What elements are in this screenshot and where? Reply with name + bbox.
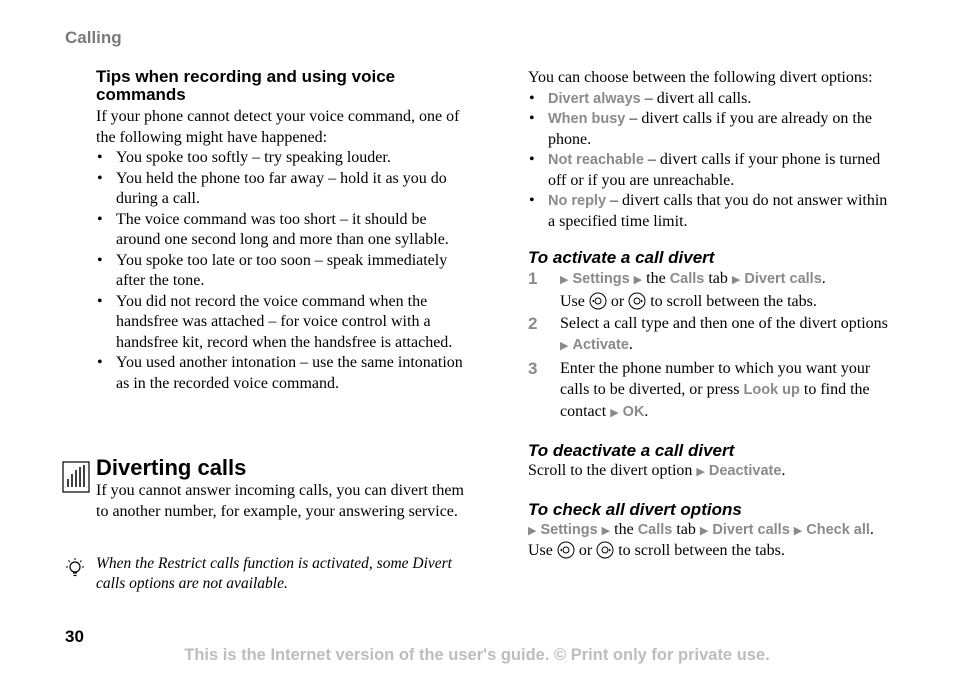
list-item: • Divert always – divert all calls. (529, 89, 752, 107)
arrow-icon: ▶ (633, 274, 643, 286)
step-number: 3 (528, 359, 538, 378)
list-item: • You did not record the voice command when the handsfree was attached – for voice control with a handsfree kit, record when the handsfree is attached. (97, 292, 453, 351)
arrow-icon: ▶ (560, 340, 569, 352)
step-number: 1 (528, 269, 538, 288)
menu-calls: Calls (637, 521, 673, 538)
step-item (528, 358, 888, 424)
menu-deactivate: Deactivate (708, 463, 782, 479)
option-term: Not reachable (548, 152, 644, 168)
navigation-key-icon (628, 292, 646, 310)
deactivate-sentence: Scroll to the divert option (528, 462, 697, 479)
signal-bars-icon (62, 459, 90, 493)
option-term: When busy (548, 111, 626, 127)
activate-heading: To activate a call divert (528, 248, 715, 267)
list-item: • You spoke too late or too soon – speak immediately after the tone. (97, 251, 448, 289)
tip-text: You held the phone too far away – hold it as you do during a call. (116, 169, 447, 207)
left-column (96, 68, 471, 394)
check-sentence: to scroll between the tabs. (614, 542, 785, 559)
tips-intro: If your phone cannot detect your voice command, one of the following might have happened: (96, 108, 460, 146)
step-text: . (644, 403, 649, 420)
list-item: • The voice command was too short – it should be around one second long and more than one syllable. (97, 210, 449, 248)
activate-steps (528, 268, 888, 424)
option-desc: – divert calls if your phone is turned off or if you are unreachable. (548, 151, 881, 189)
tip-text: You used another intonation – use the same intonation as in the recorded voice command. (116, 354, 463, 392)
navigation-key-icon (589, 292, 607, 310)
tip-text: The voice command was too short – it should be around one second long and more than one syllable. (116, 210, 449, 248)
step-text: or (606, 293, 629, 310)
section-header: Calling (65, 28, 122, 47)
right-column (528, 68, 888, 562)
step-number: 2 (528, 314, 538, 333)
option-term: No reply (548, 193, 607, 209)
step-text: . (628, 336, 633, 353)
step-text: . (821, 270, 826, 287)
options-list (528, 89, 888, 233)
navigation-key-icon (557, 541, 575, 559)
arrow-icon: ▶ (601, 524, 611, 537)
step-text: to scroll between the tabs. (646, 293, 817, 310)
list-item: • You held the phone too far away – hold it as you do during a call. (97, 169, 447, 207)
tip-text: You did not record the voice command when the handsfree was attached – for voice control with a handsfree kit, record when the handsfree is attached. (116, 292, 453, 351)
menu-activate: Activate (572, 337, 629, 353)
step-item (528, 313, 888, 357)
deactivate-heading: To deactivate a call divert (528, 441, 735, 460)
step-text: Select a call type and then one of the divert options (560, 315, 888, 332)
step-text: the (642, 270, 670, 287)
menu-settings: Settings (572, 271, 630, 287)
menu-divert-calls: Divert calls (744, 271, 822, 287)
step-item (528, 268, 888, 312)
page-number: 30 (65, 627, 84, 646)
diverting-intro: If you cannot answer incoming calls, you can divert them to another number, for example, your answering service. (96, 482, 464, 520)
check-sentence: the (610, 520, 638, 538)
check-sentence: Use (528, 542, 557, 559)
step-text: tab (704, 270, 732, 287)
check-heading: To check all divert options (528, 499, 742, 519)
diverting-section (96, 455, 471, 522)
arrow-icon: ▶ (699, 524, 709, 537)
tip-text: You spoke too late or too soon – speak immediately after the tone. (116, 251, 448, 289)
list-item: • No reply – divert calls that you do not answer within a specified time limit. (529, 192, 888, 230)
check-text (528, 520, 888, 562)
navigation-key-icon (596, 541, 614, 559)
step-text: to find the contact (560, 381, 870, 420)
note-text: When the Restrict calls function is activated, some Divert calls options are not available. (96, 555, 452, 592)
tip-text: You spoke too softly – try speaking louder. (116, 149, 391, 166)
menu-calls: Calls (669, 271, 705, 287)
check-sentence: tab (672, 520, 700, 538)
step-text: Enter the phone number to which you want your calls to be diverted, or press (560, 360, 871, 398)
step-text: Use (560, 293, 589, 310)
option-term: Divert always (548, 90, 641, 107)
menu-ok: OK (622, 404, 645, 420)
options-intro: You can choose between the following divert options: (528, 69, 873, 86)
option-desc: – divert calls if you are already on the phone. (548, 110, 872, 148)
list-item: • When busy – divert calls if you are already on the phone. (529, 110, 872, 148)
arrow-icon: ▶ (793, 524, 803, 537)
menu-settings: Settings (540, 521, 598, 538)
arrow-icon: ▶ (696, 466, 705, 478)
check-sentence: . (869, 520, 874, 538)
arrow-icon: ▶ (610, 407, 619, 419)
deactivate-dot: . (781, 462, 786, 479)
arrow-icon: ▶ (528, 524, 537, 537)
diverting-heading: Diverting calls (96, 455, 247, 480)
lightbulb-icon (62, 556, 88, 582)
tips-heading: Tips when recording and using voice commands (96, 67, 396, 104)
menu-look-up: Look up (743, 382, 800, 398)
tips-list (96, 148, 471, 394)
list-item: • You spoke too softly – try speaking louder. (97, 149, 391, 166)
list-item: • Not reachable – divert calls if your phone is turned off or if you are unreachable. (529, 151, 881, 189)
option-desc: – divert all calls. (640, 89, 752, 107)
check-sentence: or (574, 542, 597, 559)
list-item: • You used another intonation – use the same intonation as in the recorded voice command. (97, 354, 463, 392)
deactivate-text (528, 461, 888, 483)
menu-divert-calls: Divert calls (712, 521, 790, 538)
arrow-icon: ▶ (560, 274, 569, 286)
arrow-icon: ▶ (731, 274, 741, 286)
footer-disclaimer: This is the Internet version of the user's guide. © Print only for private use. (184, 646, 770, 664)
menu-check-all: Check all (806, 521, 870, 538)
option-desc: – divert calls that you do not answer within a specified time limit. (548, 192, 888, 230)
